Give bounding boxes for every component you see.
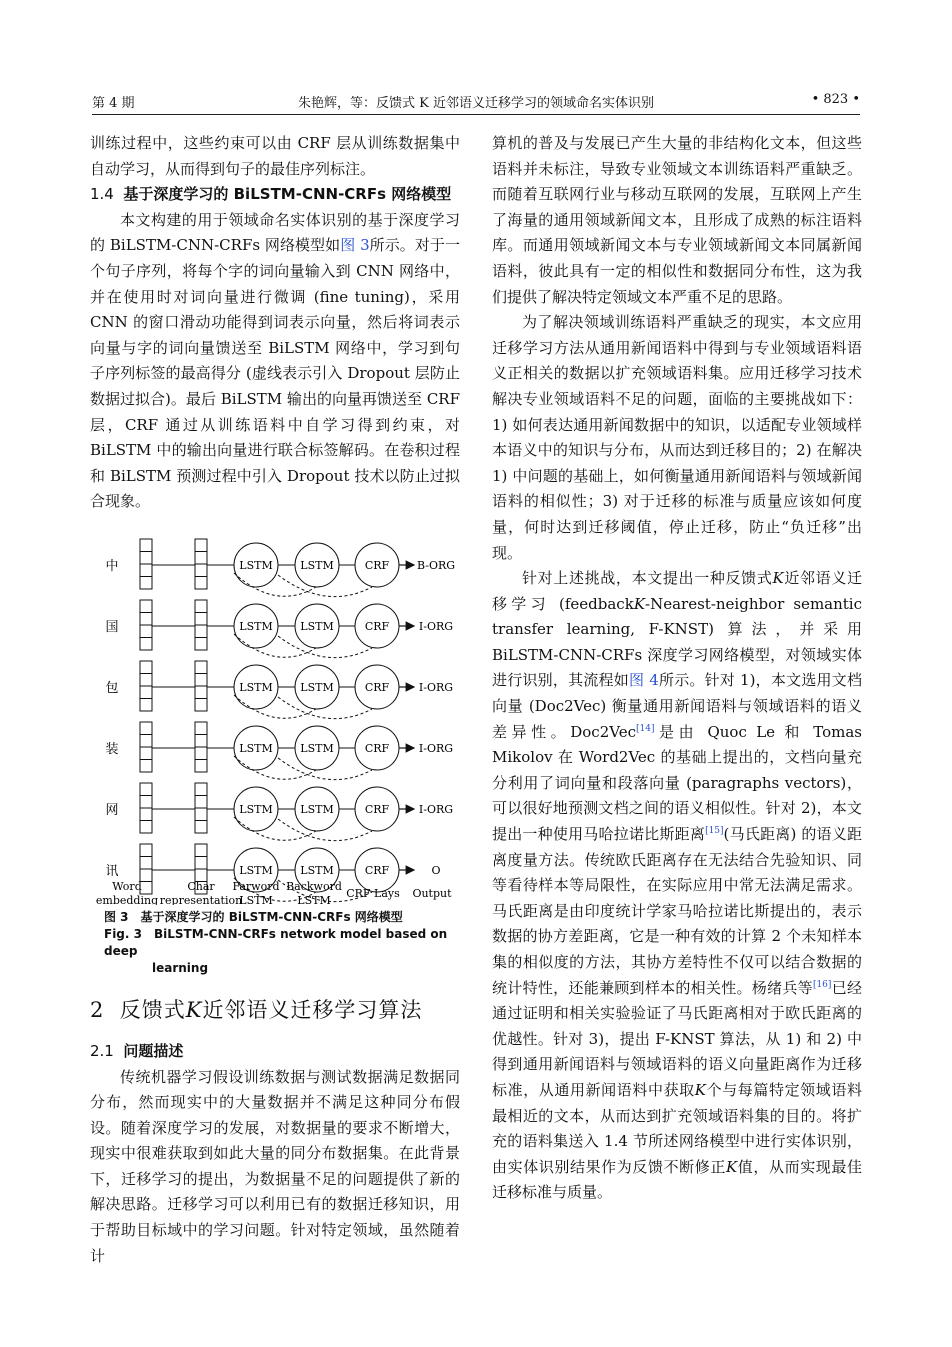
text-span: (马氏距离) 的语义距离度量方法。传统欧氏距离存在无法结合先验知识、同等看待样本等局限性，在实际应用中常无法满足需求。马氏距离是由印度统计学家马哈拉诺比斯提出的，表示数据的协方差距离，它是一种有效的计算 2 个未知样本集的相似度的方法，其协方差特性不仅可以结合数据的统计特性，还能兼顾到样本的相关性。杨绪兵等 <box>492 825 862 997</box>
input-character: 中 <box>105 558 119 574</box>
paragraph-crf-training: 训练过程中，这些约束可以由 CRF 层从训练数据集中自动学习，从而得到句子的最佳序列标注。 <box>90 134 460 178</box>
forward-lstm-label: LSTM <box>239 802 273 816</box>
paragraph-fknst-method <box>492 566 862 1206</box>
output-tag: I-ORG <box>418 741 454 755</box>
crf-label: CRF <box>364 680 390 694</box>
section-number: 2 <box>90 997 105 1022</box>
crf-label: CRF <box>364 863 390 877</box>
forward-lstm-label: LSTM <box>239 619 273 633</box>
figure-4-link[interactable]: 图 4 <box>628 671 659 690</box>
input-character: 装 <box>105 741 119 757</box>
backward-lstm-label: LSTM <box>300 680 334 694</box>
paragraph-unstructured-text: 算机的普及与发展已产生大量的非结构化文本，但这些语料并未标注，导致专业领域文本训练语料严重缺乏。而随着互联网行业与移动互联网的发展，互联网上产生了海量的通用领域新闻文本，且形成了成熟的标注语料库。而通用领域新闻文本与专业领域新闻文本同属新闻语料，彼此具有一定的相似性和数据同分布性，这为我们提供了解决特定领域文本严重不足的思路。 <box>492 134 862 306</box>
output-tag: B-ORG <box>416 558 456 572</box>
section-title-part: 近邻语义迁移学习算法 <box>202 997 423 1022</box>
forward-lstm-label: LSTM <box>239 558 273 572</box>
crf-label: CRF <box>364 802 390 816</box>
subsection-2-1-heading <box>90 1039 460 1065</box>
layer-label-crf: CRF Lays <box>346 886 400 900</box>
citation-15[interactable]: [15] <box>705 826 724 837</box>
citation-16[interactable]: [16] <box>812 979 832 990</box>
input-character: 讯 <box>105 863 119 879</box>
text-span: -Nearest-neighbor semantic transfer learning, F-KNST) 算法，并采用 BiLSTM-CNN-CRFs 深度学习网络模型，对领域实体进行识别，其流程如 <box>492 594 862 690</box>
italic-k: K <box>725 1157 738 1176</box>
output-tag: I-ORG <box>418 802 454 816</box>
crf-label: CRF <box>364 619 390 633</box>
page-number: • 823 • <box>811 92 860 107</box>
running-title: 朱艳辉，等：反馈式 K 近邻语义迁移学习的领域命名实体识别 <box>298 96 654 111</box>
figure-3-link[interactable]: 图 3 <box>340 236 370 255</box>
text-span: 本文构建的用于领域命名实体识别的基于深度学习的 BiLSTM-CNN-CRFs 网络模型如 <box>90 210 460 255</box>
crf-label: CRF <box>364 741 390 755</box>
network-diagram <box>90 525 460 905</box>
running-header <box>92 88 860 114</box>
paragraph-problem-description: 传统机器学习假设训练数据与测试数据满足数据同分布，然而现实中的大量数据并不满足这种同分布假设。随着深度学习的发展，对数据量的要求不断增大，现实中很难获取到如此大量的同分布数据集。在此背景下，迁移学习的提出，为数据量不足的问题提供了新的解决思路。迁移学习可以利用已有的数据迁移知识，用于帮助目标域中的学习问题。针对特定领域，虽然随着计 <box>90 1067 460 1265</box>
forward-lstm-label: LSTM <box>239 863 273 877</box>
output-tag: I-ORG <box>418 619 454 633</box>
layer-label-backward: Backword <box>286 879 342 893</box>
backward-lstm-label: LSTM <box>300 802 334 816</box>
subsection-number: 2.1 <box>90 1041 114 1060</box>
forward-lstm-label: LSTM <box>239 741 273 755</box>
backward-lstm-label: LSTM <box>300 741 334 755</box>
layer-label-representation: representation <box>159 893 243 905</box>
output-tag: I-ORG <box>418 680 454 694</box>
italic-k: K <box>772 569 784 588</box>
text-span: 近邻语义迁移学习 (feedback <box>492 569 862 613</box>
italic-k: K <box>694 1080 706 1099</box>
subsection-title: 基于深度学习的 BiLSTM-CNN-CRFs 网络模型 <box>123 185 452 204</box>
right-column <box>492 131 862 1206</box>
left-column <box>90 131 460 1269</box>
layer-label-embedding: embedding <box>95 893 159 905</box>
layer-label-forward: Farword <box>232 879 280 893</box>
subsection-number: 1.4 <box>90 185 114 204</box>
layer-label-word: Word <box>112 879 142 893</box>
figure-3-caption <box>104 909 460 977</box>
header-rule <box>92 114 860 115</box>
text-span: 个与每篇特定领域语料最相近的文本，从而达到扩充领域语料集的目的。将扩充的语料集送入 1.4 节所述网络模型中进行实体识别，由实体识别结果作为反馈不断修正 <box>492 1080 862 1176</box>
input-character: 网 <box>105 802 119 818</box>
italic-k: K <box>633 594 646 613</box>
input-character: 国 <box>105 619 119 635</box>
forward-lstm-label: LSTM <box>239 680 273 694</box>
backward-lstm-label: LSTM <box>300 619 334 633</box>
caption-chinese: 图 3 基于深度学习的 BiLSTM-CNN-CRFs 网络模型 <box>104 909 403 924</box>
backward-lstm-label: LSTM <box>300 558 334 572</box>
paragraph-challenges: 为了解决领域训练语料严重缺乏的现实，本文应用迁移学习方法从通用新闻语料中得到与专业领域语料语义正相关的数据以扩充领域语料集。应用迁移学习技术解决专业领域语料不足的问题，面临的主要挑战如下：1) 如何表达通用新闻数据中的知识，以适配专业领域样本语义中的知识与分布，从而达到迁移目的；2) 在解决 1) 中问题的基础上，如何衡量通用新闻语料与领域新闻语料的相似性；3) 对于迁移的标准与质量应该如何度量，何时达到迁移阈值，停止迁移，防止“负迁移”出现。 <box>492 313 862 562</box>
layer-label-forward-lstm: LSTM <box>239 893 273 905</box>
section-title-k: K <box>185 997 203 1022</box>
issue-number: 第 4 期 <box>92 96 135 111</box>
text-span: 所示。针对 1)，本文选用文档向量 (Doc2Vec) 衡量通用新闻语料与领域语料的语义差异性。Doc2Vec <box>492 671 862 741</box>
paragraph-model-description <box>90 208 460 515</box>
input-character: 包 <box>105 680 119 696</box>
section-title-part: 反馈式 <box>119 997 186 1022</box>
caption-english-line-2: learning <box>152 960 209 975</box>
citation-14[interactable]: [14] <box>635 723 655 734</box>
subsection-1-4-heading <box>90 182 460 208</box>
subsection-title: 问题描述 <box>123 1041 184 1060</box>
figure-3 <box>90 525 460 905</box>
layer-label-output: Output <box>412 886 452 900</box>
backward-lstm-label: LSTM <box>300 863 334 877</box>
text-span: 针对上述挑战，本文提出一种反馈式 <box>522 569 773 588</box>
text-span: 值，从而实现最佳迁移标准与质量。 <box>492 1157 862 1202</box>
text-span: 已经通过证明和相关实验验证了马氏距离相对于欧氏距离的优越性。针对 3)，提出 F-KNST 算法，从 1) 和 2) 中得到通用新闻语料与领域语料的语义向量距离作为迁移标准，从通用新闻语料中获取 <box>492 978 862 1099</box>
crf-label: CRF <box>364 558 390 572</box>
layer-label-char: Char <box>187 879 215 893</box>
text-span: 所示。对于一个句子序列，将每个字的词向量输入到 CNN 网络中，并在使用时对词向量进行微调 (fine tuning)，采用 CNN 的窗口滑动功能得到词表示向量，然后将词表示向量与字的词向量馈送至 BiLSTM 网络中，学习到句子序列标签的最高得分 (虚线表示引入 Dropout 层防止数据过拟合)。最后 BiLSTM 输出的向量再馈送至 CRF 层，CRF 通过从训练语料中自学习得到约束，对 BiLSTM 中的输出向量进行联合标签解码。在卷积过程和 BiLSTM 预测过程中引入 Dropout 技术以防止过拟合现象。 <box>90 236 460 511</box>
layer-label-backward-lstm: LSTM <box>297 893 331 905</box>
caption-english-line-1: Fig. 3 BiLSTM-CNN-CRFs network model based on deep <box>104 926 448 958</box>
output-tag: O <box>431 863 441 877</box>
section-2-heading <box>90 995 460 1025</box>
text-span: 是由 Quoc Le 和 Tomas Mikolov 在 Word2Vec 的基础上提出的，文档向量充分利用了词向量和段落向量 (paragraphs vectors)，可以很好地预测文档之间的语义相似性。针对 2)，本文提出一种使用马哈拉诺比斯距离 <box>492 722 862 844</box>
